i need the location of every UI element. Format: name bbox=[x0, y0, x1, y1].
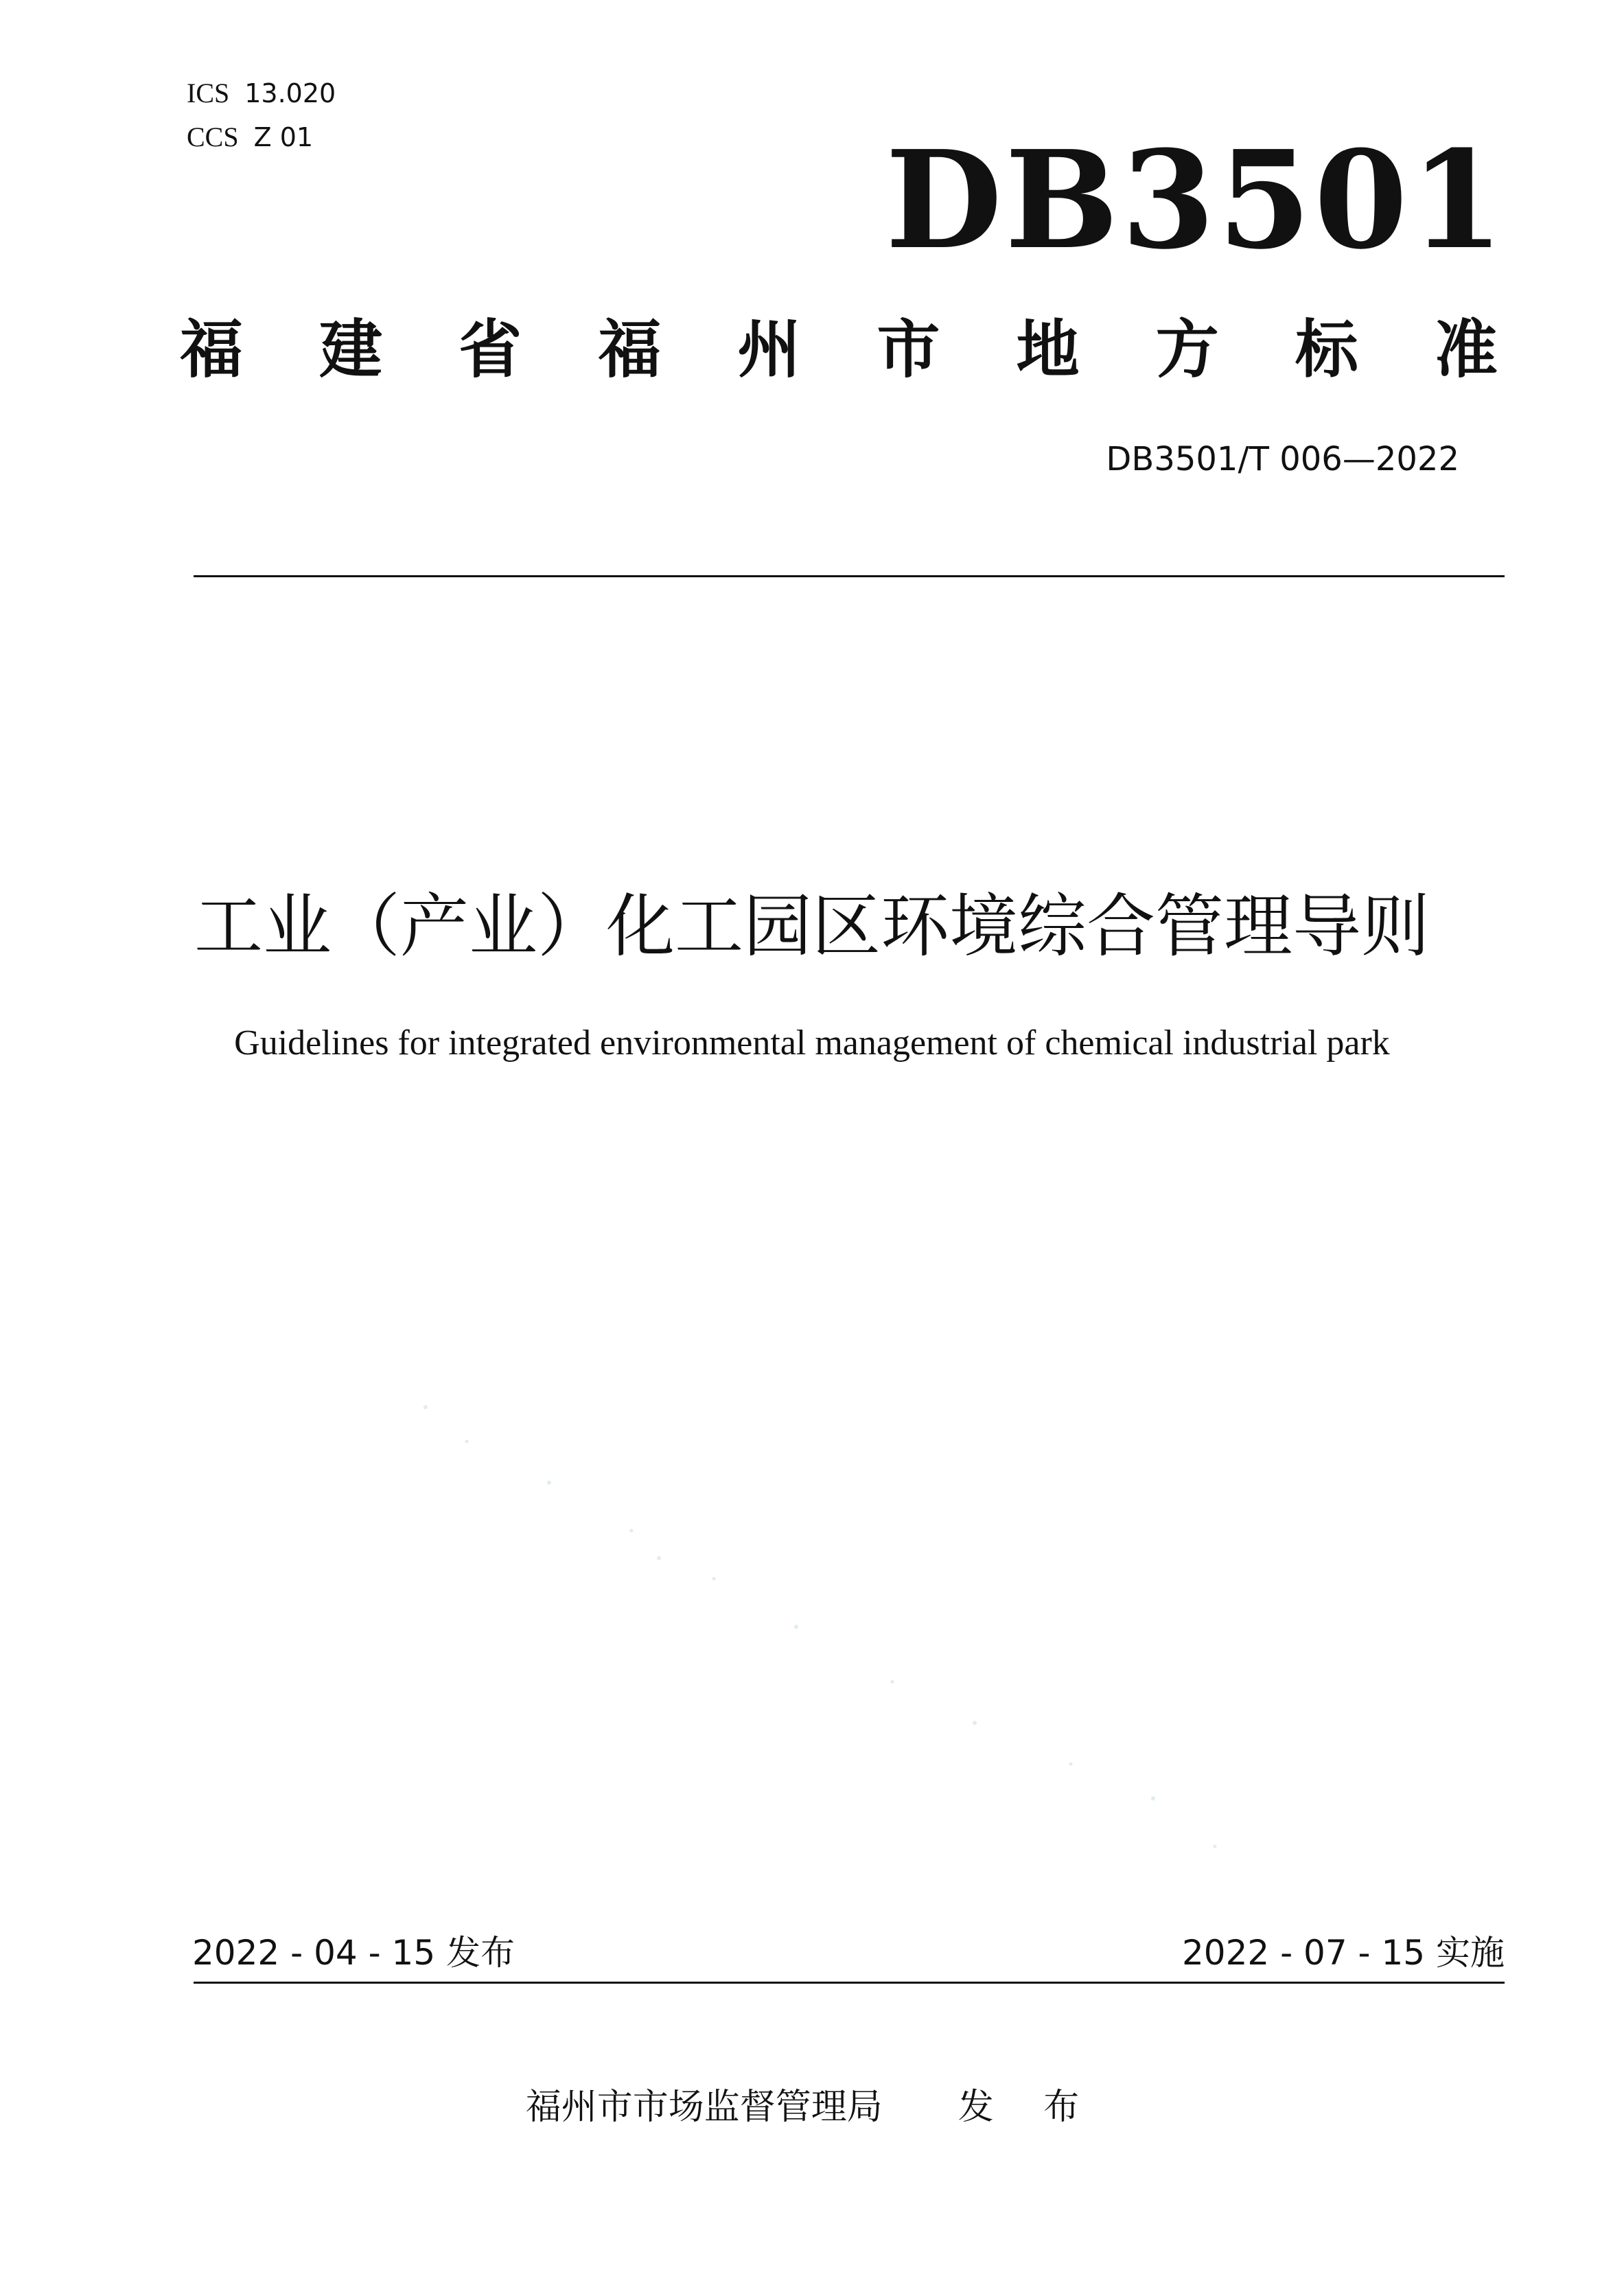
standard-level-char: 方 bbox=[1155, 313, 1219, 386]
ics-value: 13.020 bbox=[244, 78, 336, 108]
standard-level-char: 地 bbox=[1016, 313, 1080, 386]
publish-date: 2022 - 04 - 15 发布 bbox=[192, 1933, 515, 1973]
footer-divider bbox=[194, 1982, 1505, 1984]
standard-level-char: 标 bbox=[1295, 313, 1358, 386]
standard-level-heading bbox=[180, 312, 1498, 388]
ics-classification bbox=[187, 80, 336, 107]
ccs-label: CCS bbox=[187, 121, 239, 152]
standard-level-char: 州 bbox=[737, 313, 801, 386]
title-chinese: 工业（产业）化工园区环境综合管理导则 bbox=[194, 886, 1430, 966]
title-english: Guidelines for integrated environmental management of chemical industrial park bbox=[234, 1023, 1390, 1063]
effective-date: 2022 - 07 - 15 实施 bbox=[1181, 1933, 1505, 1973]
ccs-classification bbox=[187, 121, 314, 152]
standard-level-char: 市 bbox=[877, 313, 940, 386]
standard-level-char: 福 bbox=[180, 313, 244, 386]
faint-watermark-dots bbox=[412, 1393, 1236, 1874]
standard-mark: DB3501 bbox=[885, 121, 1507, 279]
header-divider bbox=[194, 575, 1505, 577]
issuer-line bbox=[0, 2087, 1624, 2128]
standard-level-char: 建 bbox=[319, 313, 383, 386]
issuing-authority: 福州市市场监督管理局 bbox=[525, 2087, 883, 2128]
standard-level-char: 福 bbox=[598, 313, 662, 386]
ccs-value: Z 01 bbox=[253, 122, 314, 152]
issue-label: 发 布 bbox=[958, 2087, 1099, 2128]
standard-level-char: 准 bbox=[1434, 313, 1498, 386]
ics-label: ICS bbox=[187, 78, 230, 108]
standard-level-char: 省 bbox=[459, 313, 522, 386]
standard-number: DB3501/T 006—2022 bbox=[1106, 440, 1459, 478]
